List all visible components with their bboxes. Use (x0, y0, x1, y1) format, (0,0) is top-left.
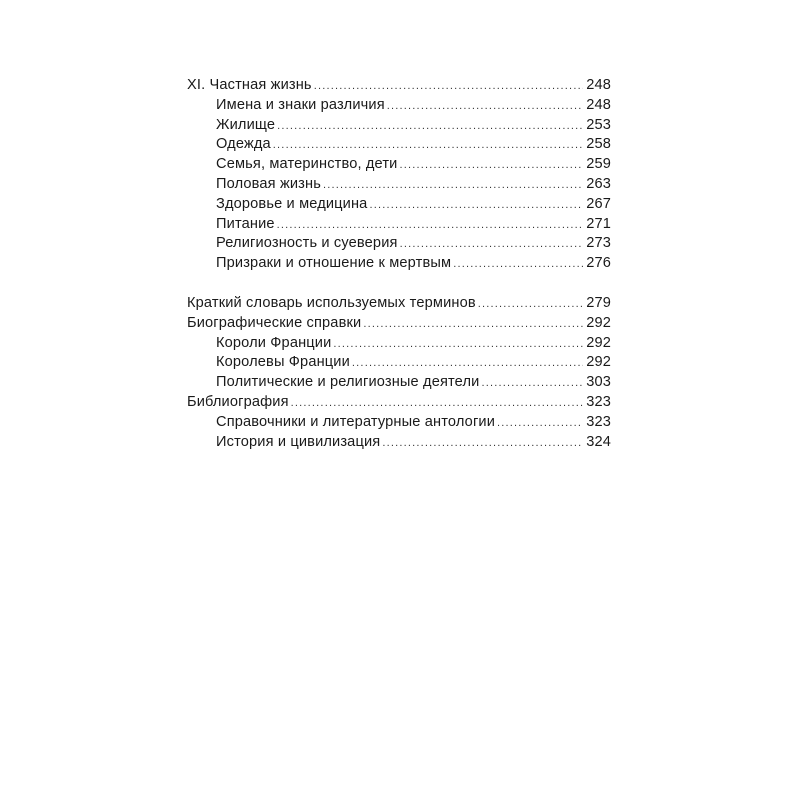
toc-leader-dots (333, 335, 583, 355)
toc-entry-page: 292 (586, 334, 611, 351)
toc-entry[interactable] (187, 116, 611, 136)
toc-leader-dots (478, 295, 583, 315)
toc-entry-label: Биографические справки (187, 314, 362, 331)
toc-section-appendices (187, 294, 611, 452)
toc-entry[interactable] (187, 175, 611, 195)
toc-section-private-life (187, 76, 611, 274)
toc-entry[interactable] (187, 353, 611, 373)
toc-entry[interactable] (187, 76, 611, 96)
toc-entry-label: Короли Франции (216, 334, 332, 351)
toc-leader-dots (314, 77, 583, 97)
toc-entry-label: Библиография (187, 393, 289, 410)
toc-entry-page: 276 (586, 255, 611, 272)
toc-entry-label: Призраки и отношение к мертвым (216, 255, 452, 272)
toc-leader-dots (382, 434, 583, 454)
toc-entry-page: 248 (586, 77, 611, 93)
toc-entry[interactable] (187, 195, 611, 215)
toc-entry-label: История и цивилизация (216, 433, 381, 450)
toc-entry[interactable] (187, 155, 611, 175)
toc-entry-page: 263 (586, 175, 611, 192)
toc-entry-label: Питание (216, 215, 275, 232)
toc-entry[interactable] (187, 234, 611, 254)
toc-entry-label: Политические и религиозные деятели (216, 374, 480, 391)
toc-leader-dots (323, 176, 583, 196)
toc-entry-label: Семья, материнство, дети (216, 156, 398, 173)
toc-entry[interactable] (187, 254, 611, 274)
toc-entry[interactable] (187, 294, 611, 314)
toc-entry[interactable] (187, 393, 611, 413)
toc-leader-dots (352, 354, 583, 374)
toc-leader-dots (369, 196, 583, 216)
toc-entry-page: 323 (586, 413, 611, 430)
toc-entry-page: 303 (586, 374, 611, 391)
toc-entry-label: Справочники и литературные антологии (216, 413, 496, 430)
toc-leader-dots (387, 97, 583, 117)
toc-leader-dots (400, 235, 583, 255)
toc-entry-page: 273 (586, 235, 611, 252)
toc-entry[interactable] (187, 413, 611, 433)
toc-entry-label: Половая жизнь (216, 175, 321, 192)
toc-entry-label: Имена и знаки различия (216, 96, 385, 113)
toc-entry-label: Религиозность и суеверия (216, 235, 398, 252)
toc-leader-dots (291, 394, 583, 414)
toc-leader-dots (273, 136, 583, 156)
toc-leader-dots (481, 374, 583, 394)
toc-entry-label: Жилище (216, 116, 276, 133)
toc-entry-page: 259 (586, 156, 611, 173)
toc-leader-dots (399, 156, 583, 176)
toc-entry-page: 323 (586, 393, 611, 410)
toc-entry[interactable] (187, 373, 611, 393)
toc-entry-page: 267 (586, 195, 611, 212)
toc-entry-page: 279 (586, 294, 611, 311)
toc-entry-label: Королевы Франции (216, 354, 350, 371)
toc-entry-page: 258 (586, 136, 611, 153)
toc-entry-page: 292 (586, 314, 611, 331)
toc-leader-dots (277, 117, 583, 137)
toc-leader-dots (497, 414, 583, 434)
toc-entry-page: 253 (586, 116, 611, 133)
toc-entry-page: 292 (586, 354, 611, 371)
toc-entry[interactable] (187, 135, 611, 155)
toc-entry-label: Краткий словарь используемых терминов (187, 294, 476, 311)
toc-entry[interactable] (187, 215, 611, 235)
table-of-contents (187, 76, 611, 452)
toc-entry[interactable] (187, 433, 611, 453)
toc-entry-label: Одежда (216, 136, 271, 153)
toc-leader-dots (363, 315, 583, 335)
toc-entry[interactable] (187, 334, 611, 354)
toc-leader-dots (453, 255, 583, 275)
toc-entry[interactable] (187, 314, 611, 334)
toc-entry-label: XI. Частная жизнь (187, 77, 312, 93)
toc-entry-page: 271 (586, 215, 611, 232)
toc-entry-page: 324 (586, 433, 611, 450)
toc-leader-dots (277, 216, 583, 236)
toc-entry[interactable] (187, 96, 611, 116)
toc-entry-label: Здоровье и медицина (216, 195, 368, 212)
toc-entry-page: 248 (586, 96, 611, 113)
